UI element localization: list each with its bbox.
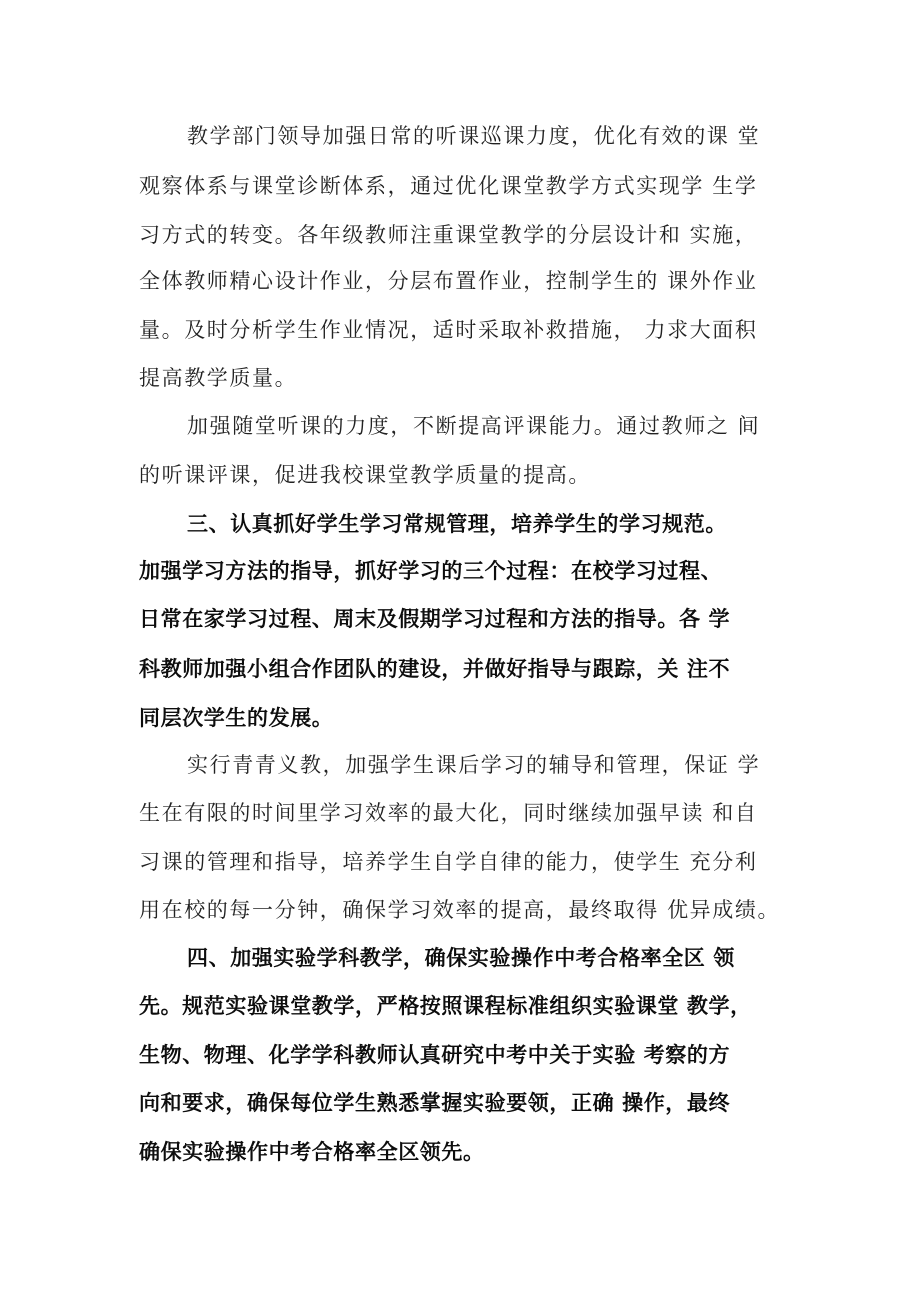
- paragraph-4-line-1: 实行青青义教，加强学生课后学习的辅导和管理，保证 学: [187, 753, 761, 777]
- paragraph-4-line-3: 习课的管理和指导，培养学生自学自律的能力，使学生 充分利: [139, 850, 758, 874]
- paragraph-3-line-4: 科教师加强小组合作团队的建设，并做好指导与跟踪，关 注不: [139, 657, 731, 681]
- paragraph-3-line-5: 同层次学生的发展。: [139, 706, 334, 730]
- paragraph-5-line-2: 先。规范实验课堂教学，严格按照课程标准组织实验课堂 教学，: [139, 994, 752, 1018]
- paragraph-1-line-2: 观察体系与课堂诊断体系，通过优化课堂教学方式实现学 生学: [139, 174, 758, 198]
- paragraph-1-line-6: 提高教学质量。: [139, 366, 298, 390]
- section-3-heading: 三、认真抓好学生学习常规管理，培养学生的学习规范。: [187, 512, 727, 536]
- paragraph-5-line-5: 确保实验操作中考合格率全区领先。: [139, 1140, 485, 1164]
- paragraph-3-line-3: 日常在家学习过程、周末及假期学习过程和方法的指导。各 学: [139, 607, 731, 631]
- paragraph-2-line-2: 的听课评课，促进我校课堂教学质量的提高。: [139, 463, 591, 487]
- paragraph-1-line-5: 量。及时分析学生作业情况，适时采取补救措施， 力求大面积: [139, 318, 758, 342]
- paragraph-1-line-4: 全体教师精心设计作业，分层布置作业，控制学生的 课外作业: [139, 269, 758, 293]
- paragraph-3-line-2: 加强学习方法的指导，抓好学习的三个过程：在校学习过程、: [139, 559, 723, 583]
- section-4-heading: 四、加强实验学科教学，确保实验操作中考合格率全区 领: [187, 946, 735, 970]
- paragraph-5-line-4: 向和要求，确保每位学生熟悉掌握实验要领，正确 操作，最终: [139, 1091, 731, 1115]
- paragraph-4-line-2: 生在有限的时间里学习效率的最大化，同时继续加强早读 和自: [139, 801, 758, 825]
- paragraph-5-line-3: 生物、物理、化学学科教师认真研究中考中关于实验 考察的方: [139, 1043, 731, 1067]
- paragraph-2-line-1: 加强随堂听课的力度，不断提高评课能力。通过教师之 间: [187, 414, 761, 438]
- paragraph-4-line-4: 用在校的每一分钟，确保学习效率的提高，最终取得 优异成绩。: [139, 898, 781, 922]
- paragraph-1-line-1: 教学部门领导加强日常的听课巡课力度，优化有效的课 堂: [187, 124, 761, 148]
- paragraph-1-line-3: 习方式的转变。各年级教师注重课堂教学的分层设计和 实施，: [139, 223, 758, 247]
